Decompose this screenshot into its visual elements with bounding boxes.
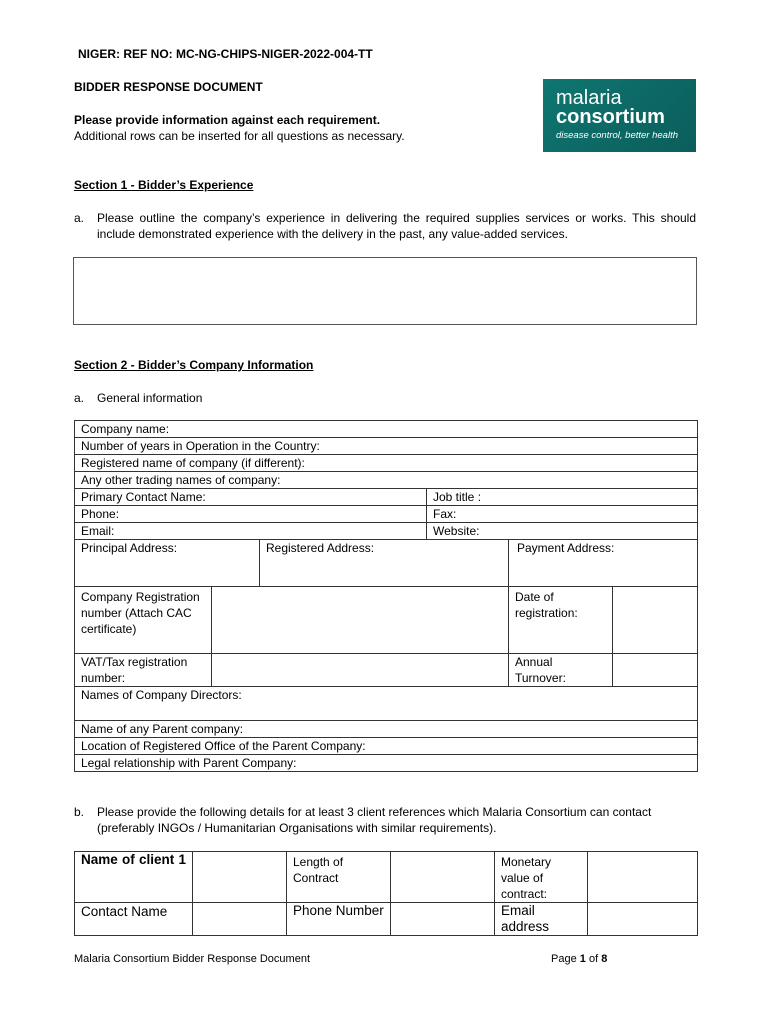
email-field[interactable]: Email: [75,523,427,540]
monetary-value-input[interactable] [588,852,698,903]
instruction-line-1: Please provide information against each requirement. [74,113,381,127]
parent-company-relationship-field[interactable]: Legal relationship with Parent Company: [75,755,698,772]
section-2-item-a-marker: a. [74,391,85,405]
footer-page-indicator [551,952,607,966]
footer-page-number: 1 [579,953,586,965]
company-name-field[interactable]: Company name: [75,421,698,438]
reference-number: NIGER: REF NO: MC-NG-CHIPS-NIGER-2022-004-TT [78,47,373,61]
annual-turnover-label: Annual Turnover: [509,654,613,687]
website-field[interactable]: Website: [427,523,698,540]
annual-turnover-input[interactable] [613,654,698,687]
registered-name-field[interactable]: Registered name of company (if different): [75,455,698,472]
fax-field[interactable]: Fax: [427,506,698,523]
principal-address-field[interactable]: Principal Address: [75,540,260,587]
logo-line-2: consortium [556,106,665,128]
company-information-table [74,420,698,772]
company-registration-input[interactable] [212,587,509,654]
name-of-client-label: Name of client 1 [75,852,193,903]
phone-number-input[interactable] [391,903,495,936]
vat-registration-label: VAT/Tax registration number: [75,654,212,687]
malaria-consortium-logo [543,79,696,152]
logo-line-1: malaria [556,87,622,109]
primary-contact-field[interactable]: Primary Contact Name: [75,489,427,506]
section-1-item-a-text: Please outline the company’s experience in delivering the required supplies services or works. This should include demonstrated experience with the delivery in the past, any value-added services. [97,211,696,241]
footer-page-total: 8 [601,953,608,965]
phone-number-label: Phone Number [287,903,391,936]
section-2-item-b-marker: b. [74,805,85,819]
registered-address-field[interactable]: Registered Address: [260,540,509,587]
instruction-line-2: Additional rows can be inserted for all questions as necessary. [74,129,405,143]
section-1-heading: Section 1 - Bidder’s Experience [74,178,254,192]
years-in-operation-field[interactable]: Number of years in Operation in the Country: [75,438,698,455]
document-title: BIDDER RESPONSE DOCUMENT [74,80,263,94]
section-2-item-a-text: General information [97,391,203,405]
footer-page-prefix: Page [551,953,577,965]
date-of-registration-label: Date of registration: [509,587,613,654]
company-directors-field[interactable]: Names of Company Directors: [75,687,698,721]
date-of-registration-input[interactable] [613,587,698,654]
logo-tagline: disease control, better health [556,130,678,141]
contact-name-input[interactable] [193,903,287,936]
email-address-label: Email address [495,903,588,936]
length-of-contract-input[interactable] [391,852,495,903]
client-name-input[interactable] [193,852,287,903]
length-of-contract-label: Length of Contract [287,852,391,903]
contact-name-label: Contact Name [75,903,193,936]
payment-address-field[interactable]: Payment Address: [509,540,698,587]
parent-company-location-field[interactable]: Location of Registered Office of the Parent Company: [75,738,698,755]
footer-document-name: Malaria Consortium Bidder Response Document [74,953,310,965]
monetary-value-label: Monetary value of contract: [495,852,588,903]
experience-response-box[interactable] [73,257,697,325]
job-title-field[interactable]: Job title : [427,489,698,506]
parent-company-name-field[interactable]: Name of any Parent company: [75,721,698,738]
footer-page-of: of [588,953,599,965]
email-address-input[interactable] [588,903,698,936]
phone-field[interactable]: Phone: [75,506,427,523]
section-2-item-b-text: Please provide the following details for at least 3 client references which Malaria Consortium can contact (preferably INGOs / Humanitarian Organisations with similar requirements). [97,805,652,835]
section-2-heading: Section 2 - Bidder’s Company Information [74,358,314,372]
trading-names-field[interactable]: Any other trading names of company: [75,472,698,489]
vat-registration-input[interactable] [212,654,509,687]
company-registration-label: Company Registration number (Attach CAC certificate) [75,587,212,654]
client-reference-table [74,851,698,936]
section-1-item-a-marker: a. [74,211,85,225]
